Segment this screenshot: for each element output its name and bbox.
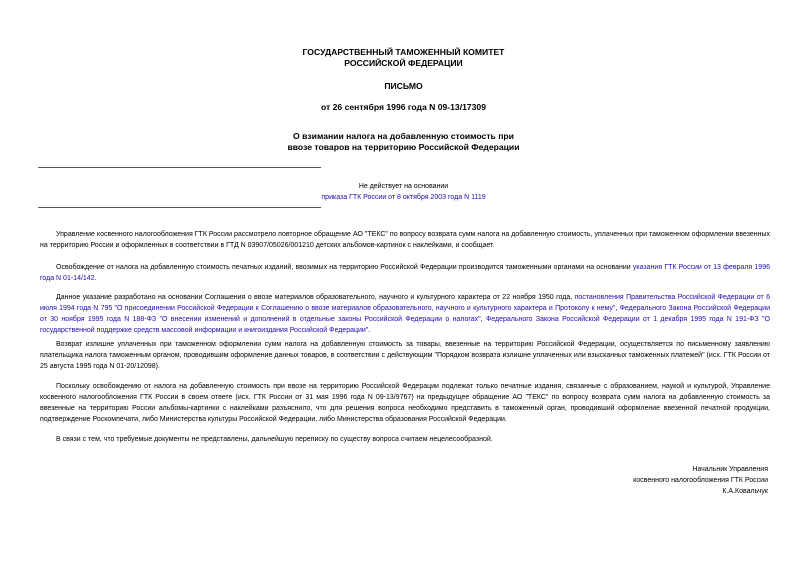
title-line-1: О взимании налога на добавленную стоимость при [293,131,514,141]
paragraph-3 [40,292,770,336]
divider-top [38,167,321,168]
divider-bottom [38,207,321,208]
document-type: ПИСЬМО [384,81,423,91]
paragraph-4: Возврат излишне уплаченных при таможенном оформлении сумм налога на добавленную стоимость за товары, ввезенные на территорию Российской Федерации, осуществляется по письменному заявлению плательщика налога таможенным органом, проводившим оформление данных товаров, в соответствии с действующим "Порядком возврата излишне уплаченных или взысканных таможенных платежей" (исх. ГТК России от 25 августа 1995 года N 01-20/12098). [40,341,770,370]
status-notice [0,192,807,203]
issuer-line-1: ГОСУДАРСТВЕННЫЙ ТАМОЖЕННЫЙ КОМИТЕТ [302,47,505,57]
paragraph-2-end: . [94,275,97,282]
signatory-name: К.А.Ковальчук [722,488,768,495]
paragraph-3-end: . [368,327,371,334]
signatory-position: Начальник Управления [692,466,768,473]
paragraph-5: Поскольку освобождению от налога на добавленную стоимость при ввозе на территорию Российской Федерации подлежат только печатные издания, связанные с образованием, наукой и культурой, Управление косвенного налогообложения ГТК России в своем ответе (исх. ГТК России от 31 мая 1996 года N 09-13/9767) на предыдущее обращение АО "ТЕКС" по вопросу возврата сумм налога на добавленную стоимость за ввезенные на территорию России альбомы-картинки с наклейками разъяснило, что для решения вопроса необходимо представить в таможенный орган, проводивший оформление ввезенной печатной продукции, подтверждение Роскомпечати, либо Министерства культуры Российской Федерации, либо Министерства образования Российской Федерации. [40,383,770,423]
paragraph-2 [40,262,770,284]
repeal-order-link[interactable]: приказа ГТК России от 8 октября 2003 года N 1119 [321,194,486,201]
document-title [0,131,807,153]
directive-link[interactable]: указания ГТК России от 13 февраля 1996 года N 01-14/142 [40,264,770,282]
issuer-line-2: РОССИЙСКОЙ ФЕДЕРАЦИИ [344,58,463,68]
document-date-number: от 26 сентября 1996 года N 09-13/17309 [321,102,486,112]
paragraph-3-text-3: , [480,316,486,323]
government-resolution-link[interactable]: постановления Правительства Российской Федерации от 6 июля 1994 года N 795 "О присоединении Российской Федерации к Соглашению о ввозе материалов образовательного, научного и культурного характера и Протоколу к нему" [40,294,770,312]
federal-law-191-link[interactable]: Федерального Закона Российской Федерации от 1 декабря 1995 года N 191-ФЗ "О государственной поддержке средств массовой информации и книгоиздания Российской Федерации" [40,316,770,334]
status-notice-text: Не действует на основании [358,183,449,190]
signatory-department: косвенного налогообложения ГТК России [633,477,768,484]
signature-block [633,464,768,497]
issuer-heading [0,47,807,69]
paragraph-3-text-1: Данное указание разработано на основании Соглашения о ввозе материалов образовательного, научного и культурного характера от 22 ноября 1950 года, [56,294,575,301]
title-line-2: ввозе товаров на территорию Российской Федерации [287,142,520,152]
paragraph-2-text: Освобождение от налога на добавленную стоимость печатных изданий, ввозимых на территорию Российской Федерации производится таможенными органами на основании [56,264,633,271]
paragraph-1: Управление косвенного налогообложения ГТК России рассмотрело повторное обращение АО "ТЕКС" по вопросу возврата сумм налога на добавленную стоимость, уплаченных при таможенном оформлении ввезенных на территорию России и оформленных в соответствии в ГТД N 03907/05026/001210 детских альбомов-картинок с наклейками, и сообщает. [40,231,770,249]
paragraph-3-text-2: , [615,305,620,312]
paragraph-6: В связи с тем, что требуемые документы не представлены, дальнейшую переписку по существу вопроса считаем нецелесообразной. [56,436,493,443]
federal-law-188-link[interactable]: Федерального Закона Российской Федерации от 30 ноября 1995 года N 188-ФЗ "О внесении изменений и дополнений в отдельные законы Российской Федерации о налогах" [40,305,770,323]
